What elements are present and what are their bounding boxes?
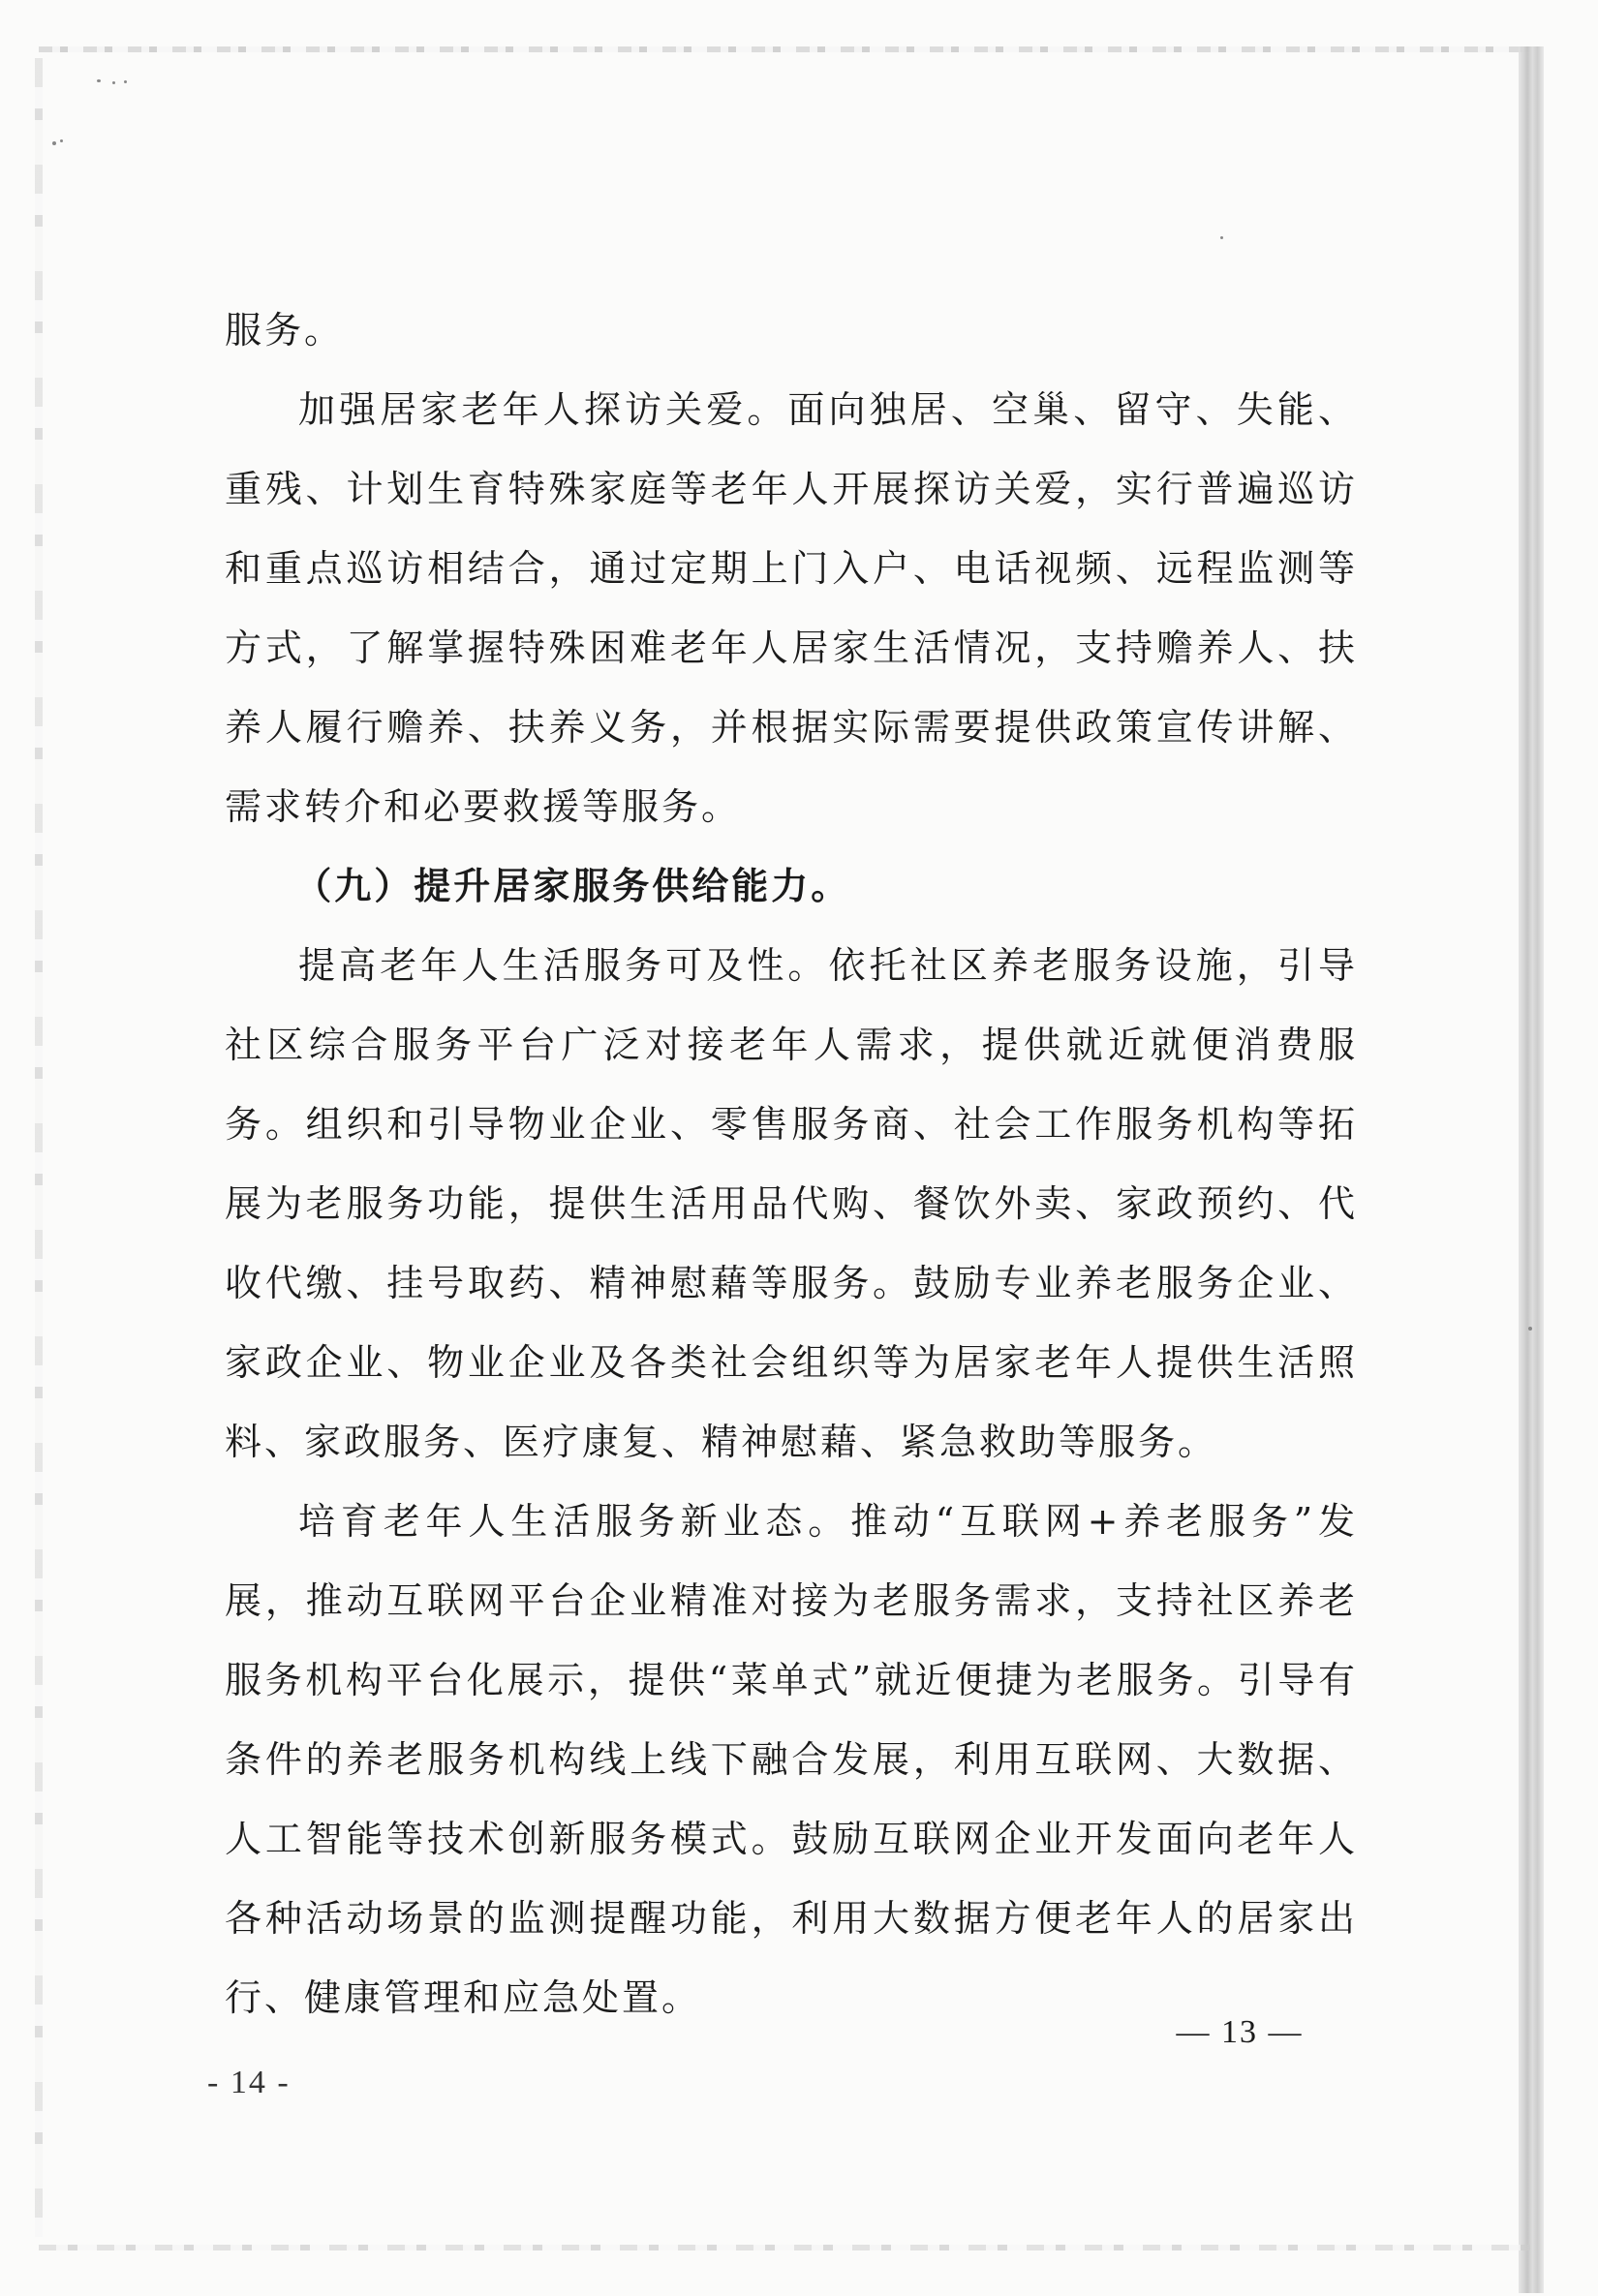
original-page-number: — 13 —: [1176, 2014, 1304, 2050]
scan-speck: [60, 139, 63, 142]
scan-speck: [112, 81, 115, 84]
body-text: [225, 291, 1358, 2037]
paragraph-home-visits: 加强居家老年人探访关爱。面向独居、空巢、留守、失能、重残、计划生育特殊家庭等老年人开展探访关爱，实行普遍巡访和重点巡访相结合，通过定期上门入户、电话视频、远程监测等方式，了解掌握特殊困难老年人居家生活情况，支持赡养人、扶养人履行赡养、扶养义务，并根据实际需要提供政策宣传讲解、需求转介和必要救援等服务。: [225, 388, 1358, 828]
scan-speck: [52, 141, 56, 145]
paragraph-new-business-forms: 培育老年人生活服务新业态。推动“互联网+养老服务”发展，推动互联网平台企业精准对接为老服务需求，支持社区养老服务机构平台化展示，提供“菜单式”就近便捷为老服务。引导有条件的养老服务机构线上线下融合发展，利用互联网、大数据、人工智能等技术创新服务模式。鼓励互联网企业开发面向老年人各种活动场景的监测提醒功能，利用大数据方便老年人的居家出行、健康管理和应急处置。: [225, 1500, 1358, 2019]
scan-border-bottom: [39, 2245, 1530, 2250]
scan-speck: [97, 79, 101, 82]
scan-speck: [1220, 236, 1223, 239]
section-heading: （九）提升居家服务供给能力。: [294, 864, 851, 907]
paragraph-service-accessibility: 提高老年人生活服务可及性。依托社区养老服务设施，引导社区综合服务平台广泛对接老年人需求，提供就近就便消费服务。组织和引导物业企业、零售服务商、社会工作服务机构等拓展为老服务功能，提供生活用品代购、餐饮外卖、家政预约、代收代缴、挂号取药、精神慰藉等服务。鼓励专业养老服务企业、家政企业、物业企业及各类社会组织等为居家老年人提供生活照料、家政服务、医疗康复、精神慰藉、紧急救助等服务。: [225, 944, 1358, 1463]
scan-speck: [124, 80, 127, 83]
scan-border-left: [35, 58, 43, 2237]
scan-speck: [1528, 1327, 1532, 1331]
scan-border-right: [1519, 46, 1544, 2293]
compiled-page-number: - 14 -: [207, 2065, 291, 2100]
continuation-paragraph: 服务。: [225, 309, 345, 352]
scan-border-top: [39, 46, 1530, 52]
